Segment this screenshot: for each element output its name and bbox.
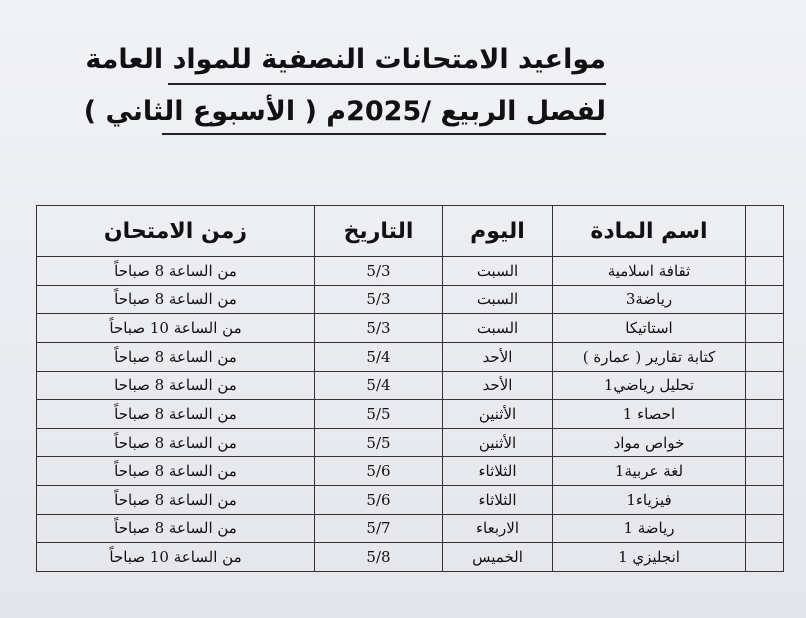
- subject-cell: كتابة تقارير ( عمارة ): [553, 342, 746, 371]
- time-cell: من الساعة 8 صباحاً: [37, 514, 315, 543]
- page-subtitle: لفصل الربيع /2025م ( الأسبوع الثاني ): [83, 96, 606, 127]
- time-cell: من الساعة 8 صباحاً: [37, 428, 315, 457]
- subtitle-underline: [162, 133, 606, 135]
- time-cell: من الساعة 8 صباحاً: [37, 457, 315, 486]
- table-row: [37, 514, 784, 543]
- header-time: زمن الامتحان: [37, 206, 315, 257]
- day-cell: الأثنين: [443, 428, 553, 457]
- day-cell: الاربعاء: [443, 514, 553, 543]
- subject-cell: رياضة 1: [553, 514, 746, 543]
- header-day: اليوم: [443, 206, 553, 257]
- table-row: [37, 257, 784, 286]
- day-cell: الأحد: [443, 342, 553, 371]
- row-index-cell: [746, 457, 784, 486]
- subject-cell: ثقافة اسلامية: [553, 257, 746, 286]
- date-cell: 5/3: [315, 314, 443, 343]
- date-cell: 5/6: [315, 486, 443, 515]
- title-underline: [168, 83, 606, 85]
- header-date: التاريخ: [315, 206, 443, 257]
- subject-cell: تحليل رياضي1: [553, 371, 746, 400]
- row-index-cell: [746, 400, 784, 429]
- row-index-cell: [746, 342, 784, 371]
- time-cell: من الساعة 8 صباحاً: [37, 342, 315, 371]
- day-cell: السبت: [443, 285, 553, 314]
- table-row: [37, 400, 784, 429]
- time-cell: من الساعة 8 صباحا: [37, 371, 315, 400]
- date-cell: 5/4: [315, 342, 443, 371]
- subject-cell: خواص مواد: [553, 428, 746, 457]
- day-cell: السبت: [443, 314, 553, 343]
- subject-cell: استاتيكا: [553, 314, 746, 343]
- time-cell: من الساعة 8 صباحاً: [37, 486, 315, 515]
- row-index-cell: [746, 285, 784, 314]
- table-row: [37, 285, 784, 314]
- row-index-cell: [746, 428, 784, 457]
- date-cell: 5/4: [315, 371, 443, 400]
- table-row: [37, 428, 784, 457]
- table-row: [37, 486, 784, 515]
- date-cell: 5/7: [315, 514, 443, 543]
- table-header-row: [37, 206, 784, 257]
- exam-schedule-table: [36, 205, 784, 572]
- day-cell: السبت: [443, 257, 553, 286]
- day-cell: الأثنين: [443, 400, 553, 429]
- subject-cell: رياضة3: [553, 285, 746, 314]
- date-cell: 5/8: [315, 543, 443, 572]
- row-index-cell: [746, 486, 784, 515]
- day-cell: الخميس: [443, 543, 553, 572]
- row-index-cell: [746, 514, 784, 543]
- table-row: [37, 543, 784, 572]
- date-cell: 5/5: [315, 428, 443, 457]
- header-index-cell: [746, 206, 784, 257]
- day-cell: الثلاثاء: [443, 457, 553, 486]
- time-cell: من الساعة 10 صباحاً: [37, 543, 315, 572]
- date-cell: 5/6: [315, 457, 443, 486]
- day-cell: الأحد: [443, 371, 553, 400]
- table-row: [37, 314, 784, 343]
- subject-cell: لغة عربية1: [553, 457, 746, 486]
- row-index-cell: [746, 371, 784, 400]
- page-title: مواعيد الامتحانات النصفية للمواد العامة: [85, 44, 606, 75]
- subject-cell: انجليزي 1: [553, 543, 746, 572]
- header-subject: اسم المادة: [553, 206, 746, 257]
- subject-cell: احصاء 1: [553, 400, 746, 429]
- subject-cell: فيزياء1: [553, 486, 746, 515]
- time-cell: من الساعة 10 صباحاً: [37, 314, 315, 343]
- date-cell: 5/3: [315, 285, 443, 314]
- row-index-cell: [746, 257, 784, 286]
- day-cell: الثلاثاء: [443, 486, 553, 515]
- row-index-cell: [746, 543, 784, 572]
- table-row: [37, 371, 784, 400]
- time-cell: من الساعة 8 صباحاً: [37, 257, 315, 286]
- time-cell: من الساعة 8 صباحاً: [37, 400, 315, 429]
- date-cell: 5/3: [315, 257, 443, 286]
- row-index-cell: [746, 314, 784, 343]
- time-cell: من الساعة 8 صباحاً: [37, 285, 315, 314]
- table-row: [37, 457, 784, 486]
- date-cell: 5/5: [315, 400, 443, 429]
- table-row: [37, 342, 784, 371]
